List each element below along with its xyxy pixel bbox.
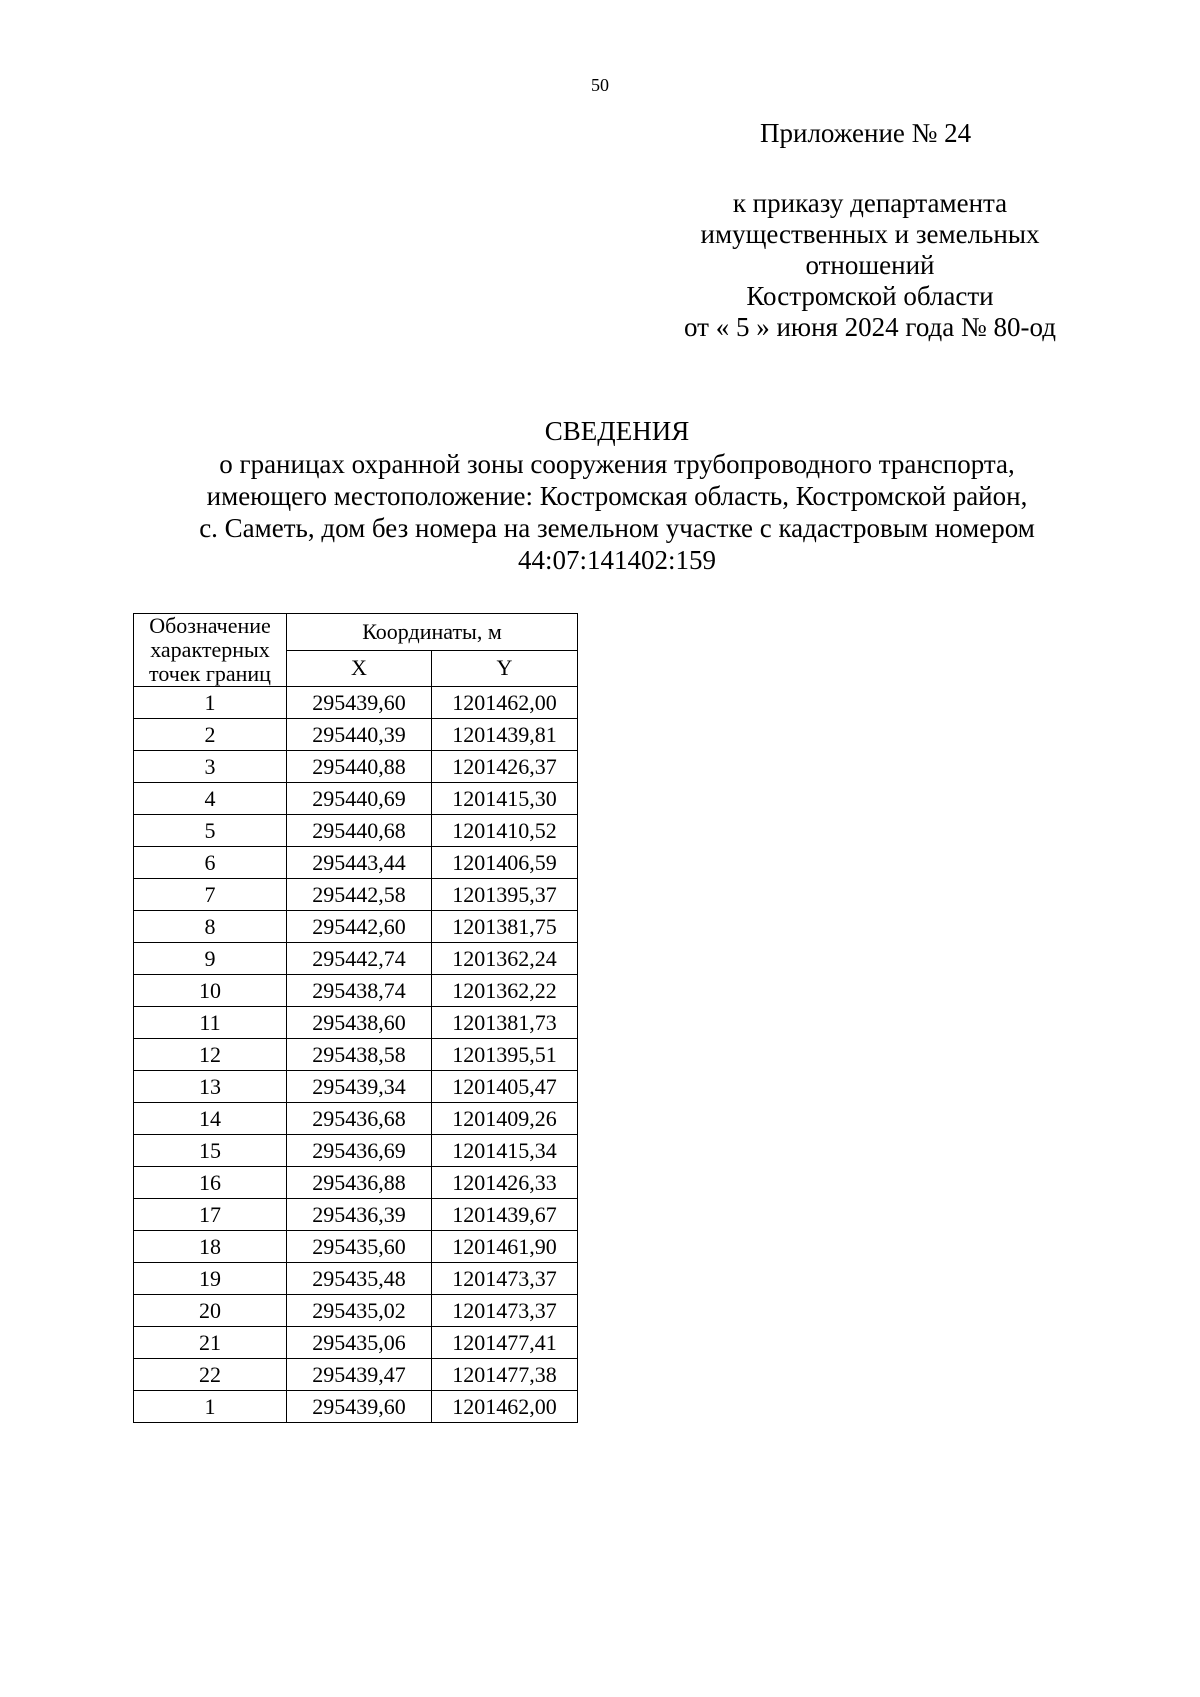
cadastral-number: 44:07:141402:159 [517,545,716,575]
x-coordinate-cell: 295439,34 [287,1071,432,1103]
table-row [134,1167,578,1199]
point-cell: 13 [134,1071,287,1103]
point-column-header [134,614,287,687]
table-row [134,1231,578,1263]
x-coordinate-cell: 295438,74 [287,975,432,1007]
point-cell: 12 [134,1039,287,1071]
order-line: отношений [805,250,935,280]
x-coordinate-cell: 295439,60 [287,1391,432,1423]
order-line: имущественных и земельных [700,219,1040,249]
coordinates-table [133,613,578,1423]
table-row [134,1103,578,1135]
point-cell: 15 [134,1135,287,1167]
table-row [134,1039,578,1071]
x-coordinate-cell: 295439,60 [287,687,432,719]
x-coordinate-cell: 295438,60 [287,1007,432,1039]
heading-line: о границах охранной зоны сооружения трубопроводного транспорта, [219,449,1015,479]
y-coordinate-cell: 1201462,00 [432,687,578,719]
x-coordinate-cell: 295443,44 [287,847,432,879]
y-column-header: Y [432,650,578,687]
x-coordinate-cell: 295442,74 [287,943,432,975]
point-cell: 16 [134,1167,287,1199]
y-coordinate-cell: 1201426,33 [432,1167,578,1199]
point-header-line: Обозначение [149,613,271,638]
y-coordinate-cell: 1201415,34 [432,1135,578,1167]
point-cell: 20 [134,1295,287,1327]
x-coordinate-cell: 295435,60 [287,1231,432,1263]
table-row [134,943,578,975]
order-line: к приказу департамента [732,188,1008,218]
order-reference [640,188,1100,343]
x-coordinate-cell: 295435,02 [287,1295,432,1327]
table-row [134,815,578,847]
table-row [134,975,578,1007]
x-coordinate-cell: 295442,58 [287,879,432,911]
table-row [134,719,578,751]
table-row [134,1007,578,1039]
table-row [134,879,578,911]
point-cell: 5 [134,815,287,847]
point-cell: 4 [134,783,287,815]
point-cell: 21 [134,1327,287,1359]
x-column-header: X [287,650,432,687]
table-row [134,1359,578,1391]
x-coordinate-cell: 295438,58 [287,1039,432,1071]
coordinates-column-header: Координаты, м [287,614,578,651]
x-coordinate-cell: 295439,47 [287,1359,432,1391]
point-cell: 2 [134,719,287,751]
heading-line: с. Саметь, дом без номера на земельном участке с кадастровым номером [199,513,1035,543]
table-row [134,1327,578,1359]
point-cell: 8 [134,911,287,943]
y-coordinate-cell: 1201473,37 [432,1263,578,1295]
x-coordinate-cell: 295436,69 [287,1135,432,1167]
y-coordinate-cell: 1201381,75 [432,911,578,943]
x-coordinate-cell: 295435,06 [287,1327,432,1359]
table-row [134,687,578,719]
point-cell: 1 [134,1391,287,1423]
table-row [134,847,578,879]
y-coordinate-cell: 1201477,38 [432,1359,578,1391]
y-coordinate-cell: 1201405,47 [432,1071,578,1103]
y-coordinate-cell: 1201473,37 [432,1295,578,1327]
point-cell: 7 [134,879,287,911]
x-coordinate-cell: 295440,39 [287,719,432,751]
heading-line: имеющего местоположение: Костромская область, Костромской район, [206,481,1028,511]
x-coordinate-cell: 295440,88 [287,751,432,783]
y-coordinate-cell: 1201462,00 [432,1391,578,1423]
x-coordinate-cell: 295436,39 [287,1199,432,1231]
point-cell: 14 [134,1103,287,1135]
point-cell: 6 [134,847,287,879]
y-coordinate-cell: 1201415,30 [432,783,578,815]
x-coordinate-cell: 295440,68 [287,815,432,847]
point-header-line: точек границ [149,661,271,686]
x-coordinate-cell: 295436,88 [287,1167,432,1199]
table-row [134,911,578,943]
table-row [134,1391,578,1423]
order-date-line: от « 5 » июня 2024 года № 80-од [684,312,1056,342]
table-row [134,751,578,783]
y-coordinate-cell: 1201439,67 [432,1199,578,1231]
point-cell: 22 [134,1359,287,1391]
y-coordinate-cell: 1201362,24 [432,943,578,975]
table-row [134,1295,578,1327]
point-cell: 17 [134,1199,287,1231]
x-coordinate-cell: 295440,69 [287,783,432,815]
page-number: 50 [591,75,609,95]
point-cell: 3 [134,751,287,783]
order-line: Костромской области [746,281,994,311]
y-coordinate-cell: 1201406,59 [432,847,578,879]
point-cell: 9 [134,943,287,975]
y-coordinate-cell: 1201461,90 [432,1231,578,1263]
y-coordinate-cell: 1201395,51 [432,1039,578,1071]
document-title: СВЕДЕНИЯ [544,416,690,446]
point-cell: 1 [134,687,287,719]
point-cell: 11 [134,1007,287,1039]
table-row [134,783,578,815]
y-coordinate-cell: 1201439,81 [432,719,578,751]
y-coordinate-cell: 1201362,22 [432,975,578,1007]
point-cell: 18 [134,1231,287,1263]
coordinates-table-body [134,687,578,1423]
x-coordinate-cell: 295442,60 [287,911,432,943]
x-coordinate-cell: 295436,68 [287,1103,432,1135]
point-header-line: характерных [150,637,270,662]
y-coordinate-cell: 1201395,37 [432,879,578,911]
y-coordinate-cell: 1201426,37 [432,751,578,783]
point-cell: 19 [134,1263,287,1295]
table-row [134,1199,578,1231]
document-heading [0,415,1200,576]
x-coordinate-cell: 295435,48 [287,1263,432,1295]
table-row [134,1071,578,1103]
y-coordinate-cell: 1201410,52 [432,815,578,847]
y-coordinate-cell: 1201409,26 [432,1103,578,1135]
appendix-title: Приложение № 24 [760,118,972,148]
point-cell: 10 [134,975,287,1007]
y-coordinate-cell: 1201477,41 [432,1327,578,1359]
table-row [134,1263,578,1295]
table-row [134,1135,578,1167]
y-coordinate-cell: 1201381,73 [432,1007,578,1039]
